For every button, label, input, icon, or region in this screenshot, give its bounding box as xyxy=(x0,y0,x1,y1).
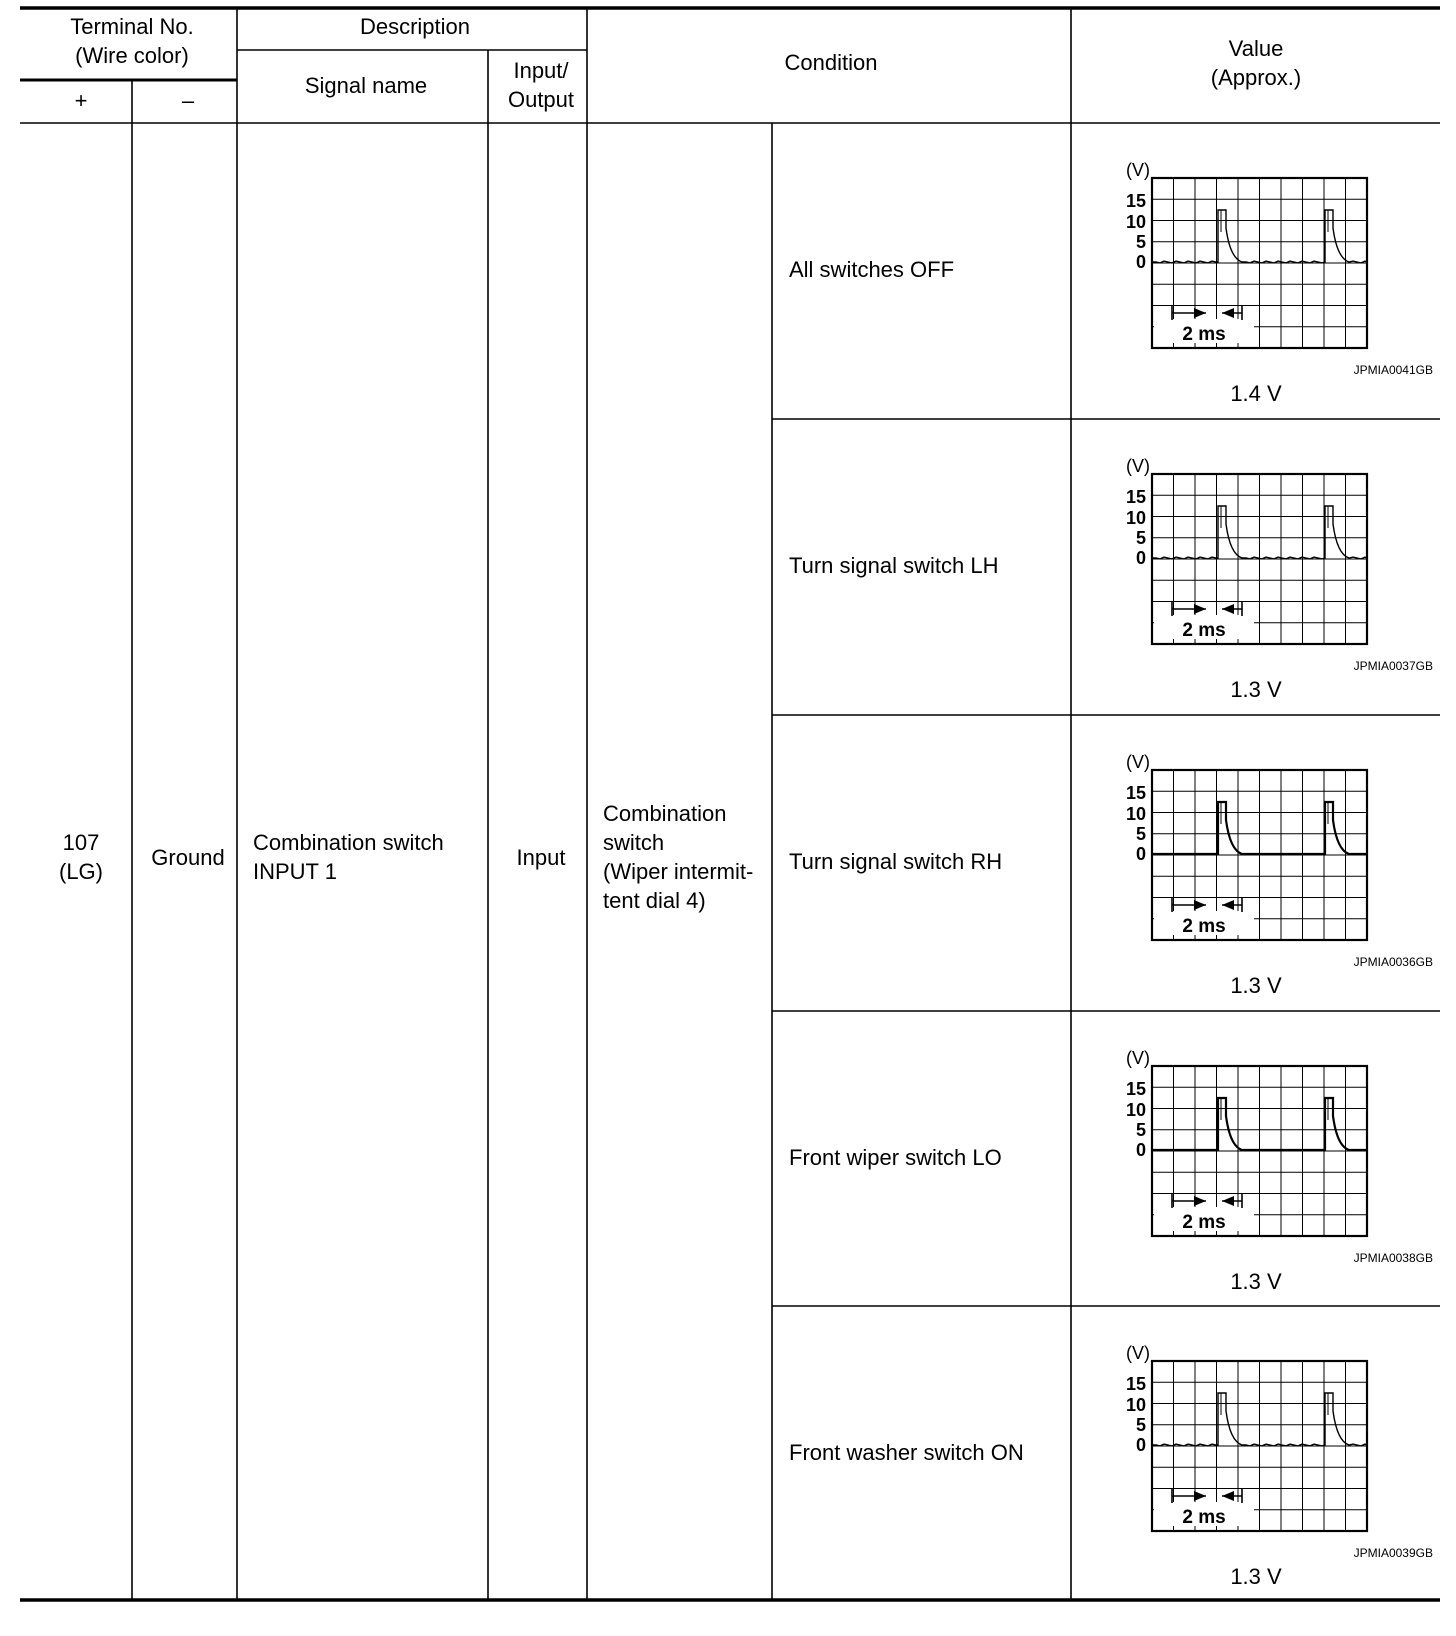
condition-row xyxy=(789,752,1433,998)
header-terminal-no: Terminal No. xyxy=(70,14,194,39)
axis-tick-label: 5 xyxy=(1135,232,1146,252)
time-scale-marker xyxy=(1154,602,1254,641)
axis-tick-label: 15 xyxy=(1125,191,1146,211)
axis-tick-label: 0 xyxy=(1135,1435,1146,1455)
signal-name-line1: Combination switch xyxy=(253,830,444,855)
axis-unit-label: (V) xyxy=(1126,160,1150,180)
condition-group-line1: Combination xyxy=(603,801,727,826)
measured-value: 1.4 V xyxy=(1230,381,1282,406)
time-scale-marker xyxy=(1154,306,1254,345)
condition-row xyxy=(789,456,1433,702)
measured-value: 1.3 V xyxy=(1230,973,1282,998)
terminal-wire-color: (LG) xyxy=(59,859,103,884)
header-value: Value xyxy=(1228,36,1284,61)
axis-unit-label: (V) xyxy=(1126,1343,1150,1363)
axis-tick-label: 0 xyxy=(1135,548,1146,568)
axis-tick-label: 15 xyxy=(1125,1079,1146,1099)
axis-tick-label: 15 xyxy=(1125,783,1146,803)
axis-tick-label: 0 xyxy=(1135,844,1146,864)
header-description: Description xyxy=(359,14,471,39)
axis-unit-label: (V) xyxy=(1126,1048,1150,1068)
time-scale-marker xyxy=(1154,1194,1254,1233)
figure-code: JPMIA0039GB xyxy=(1353,1546,1433,1560)
input-output-value: Input xyxy=(516,845,566,870)
condition-group-line3: (Wiper intermit- xyxy=(603,859,754,884)
header-condition: Condition xyxy=(784,50,878,75)
waveform-graph xyxy=(1126,752,1367,940)
time-scale-label: 2 ms xyxy=(1182,1507,1226,1528)
condition-label: Turn signal switch RH xyxy=(789,849,1003,874)
waveform-graph xyxy=(1126,1343,1367,1531)
axis-tick-label: 15 xyxy=(1125,1374,1146,1394)
waveform-graph xyxy=(1126,160,1367,348)
waveform-graph xyxy=(1126,456,1367,644)
condition-label: Turn signal switch LH xyxy=(789,553,999,578)
time-scale-label: 2 ms xyxy=(1182,620,1226,641)
condition-group-line4: tent dial 4) xyxy=(603,888,706,913)
axis-tick-label: 0 xyxy=(1135,1140,1146,1160)
time-scale-label: 2 ms xyxy=(1182,324,1226,345)
measured-value: 1.3 V xyxy=(1230,1269,1282,1294)
header-input-output-2: Output xyxy=(507,87,575,112)
header-plus: + xyxy=(74,88,88,113)
figure-code: JPMIA0037GB xyxy=(1353,659,1433,673)
figure-code: JPMIA0036GB xyxy=(1353,955,1433,969)
condition-label: All switches OFF xyxy=(789,257,955,282)
condition-label: Front washer switch ON xyxy=(789,1440,1024,1465)
condition-label: Front wiper switch LO xyxy=(789,1145,1002,1170)
axis-tick-label: 5 xyxy=(1135,1415,1146,1435)
condition-group-line2: switch xyxy=(603,830,665,855)
axis-unit-label: (V) xyxy=(1126,752,1150,772)
condition-row xyxy=(789,1048,1433,1294)
header-input-output-1: Input/ xyxy=(513,58,569,83)
time-scale-marker xyxy=(1154,1489,1254,1528)
time-scale-label: 2 ms xyxy=(1182,916,1226,937)
axis-tick-label: 10 xyxy=(1125,1395,1146,1415)
axis-tick-label: 10 xyxy=(1125,212,1146,232)
header-minus: – xyxy=(181,88,195,113)
axis-tick-label: 5 xyxy=(1135,1120,1146,1140)
header-signal-name: Signal name xyxy=(304,73,428,98)
axis-tick-label: 15 xyxy=(1125,487,1146,507)
axis-tick-label: 10 xyxy=(1125,508,1146,528)
header-wire-color: (Wire color) xyxy=(75,43,189,68)
time-scale-marker xyxy=(1154,898,1254,937)
measured-value: 1.3 V xyxy=(1230,1564,1282,1589)
axis-tick-label: 10 xyxy=(1125,804,1146,824)
header-value-approx: (Approx.) xyxy=(1210,65,1302,90)
measured-value: 1.3 V xyxy=(1230,677,1282,702)
time-scale-label: 2 ms xyxy=(1182,1212,1226,1233)
figure-code: JPMIA0041GB xyxy=(1353,363,1433,377)
axis-tick-label: 0 xyxy=(1135,252,1146,272)
axis-tick-label: 5 xyxy=(1135,528,1146,548)
terminal-ground: Ground xyxy=(151,845,225,870)
signal-name-line2: INPUT 1 xyxy=(253,859,337,884)
figure-code: JPMIA0038GB xyxy=(1353,1251,1433,1265)
condition-row xyxy=(789,160,1433,406)
axis-tick-label: 10 xyxy=(1125,1100,1146,1120)
condition-row xyxy=(789,1343,1433,1589)
waveform-graph xyxy=(1126,1048,1367,1236)
terminal-number: 107 xyxy=(62,830,100,855)
axis-unit-label: (V) xyxy=(1126,456,1150,476)
axis-tick-label: 5 xyxy=(1135,824,1146,844)
